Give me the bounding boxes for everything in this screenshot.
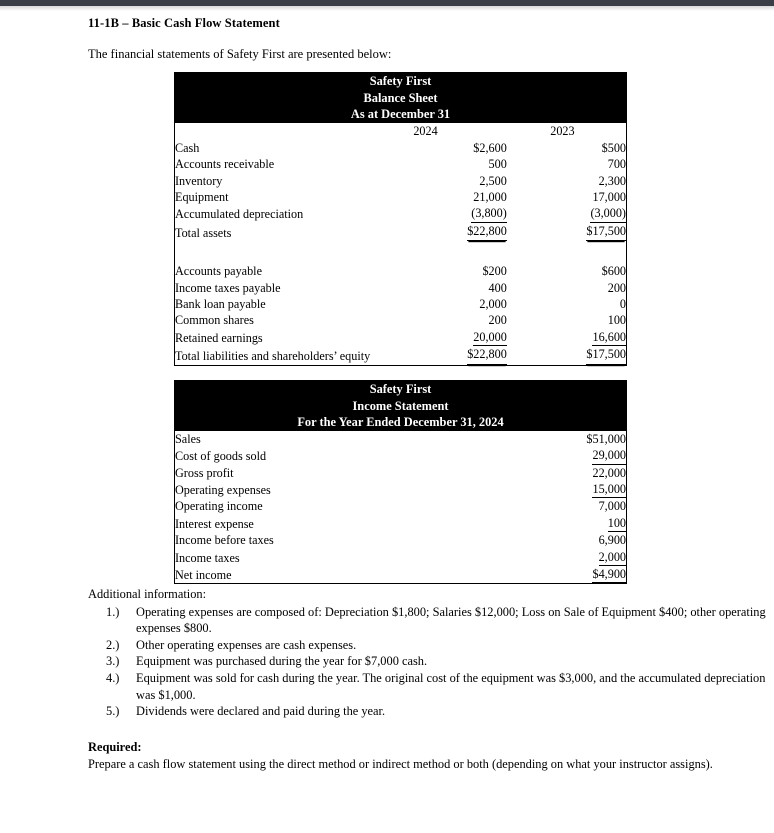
value-text: $51,000 [586, 431, 626, 446]
row-value [508, 549, 627, 566]
additional-information-list [88, 604, 774, 720]
column-header-2024: 2024 [413, 123, 438, 138]
row-value-2023 [507, 156, 627, 172]
row-value-2023 [507, 312, 627, 328]
row-value-2024 [370, 346, 507, 365]
table-row [175, 481, 627, 498]
row-value-2023 [507, 346, 627, 365]
value-text: 200 [488, 313, 507, 328]
row-value-2023 [507, 140, 627, 156]
row-label: Net income [175, 568, 232, 583]
intro-paragraph: The financial statements of Safety First are presented below: [88, 47, 392, 61]
row-label: Interest expense [175, 516, 254, 531]
column-header-2023: 2023 [550, 123, 575, 138]
row-label: Retained earnings [175, 330, 263, 345]
value-text: 6,900 [598, 533, 626, 548]
column-header-blank [175, 123, 371, 140]
table-row [175, 140, 627, 156]
row-label: Accounts payable [175, 264, 262, 279]
row-label: Income before taxes [175, 533, 274, 548]
value-text: 2,000 [599, 549, 626, 566]
row-label: Accumulated depreciation [175, 207, 304, 222]
table-row [175, 205, 627, 222]
list-item-text: Operating expenses are composed of: Depreciation $1,800; Salaries $12,000; Loss on Sale of Equipment $400; other operating expenses $800. [136, 604, 766, 636]
company-name: Safety First [369, 74, 432, 88]
table-row [175, 431, 627, 447]
list-item [88, 653, 774, 670]
value-text: (3,000) [590, 205, 626, 222]
list-item-marker: 2.) [106, 637, 120, 652]
row-label: Bank loan payable [175, 297, 266, 312]
row-label: Sales [175, 431, 201, 446]
table-row [175, 346, 627, 365]
column-header-row [175, 123, 627, 140]
value-text: 21,000 [473, 190, 507, 204]
balance-sheet-liabilities-section [175, 263, 627, 365]
value-text: 15,000 [592, 481, 626, 498]
table-row [175, 329, 627, 346]
required-text: Prepare a cash flow statement using the direct method or indirect method or both (depending on what your instructor assigns). [88, 756, 713, 771]
table-row [175, 515, 627, 532]
table-row [175, 156, 627, 172]
row-label: Income taxes [175, 550, 240, 565]
statement-period: For the Year Ended December 31, 2024 [297, 415, 504, 430]
value-text: 500 [488, 157, 507, 172]
row-value-2024 [370, 156, 507, 172]
income-statement-rows [175, 431, 627, 584]
income-statement-header-row [175, 381, 627, 431]
value-text: 100 [608, 515, 626, 532]
balance-sheet-table [174, 72, 627, 366]
row-label: Operating income [175, 499, 263, 514]
row-label: Inventory [175, 173, 223, 188]
row-value-2024 [370, 173, 507, 189]
income-statement-table [174, 380, 627, 584]
balance-sheet-assets-section [175, 140, 627, 241]
row-value [508, 431, 627, 447]
table-row [175, 549, 627, 566]
value-text: 20,000 [473, 329, 507, 346]
row-value-2024 [370, 263, 507, 279]
income-statement-header [175, 381, 627, 431]
value-text: 100 [607, 313, 626, 328]
value-text: $2,600 [473, 140, 507, 155]
list-item-text: Equipment was purchased during the year for $7,000 cash. [136, 654, 428, 669]
value-text: 0 [619, 297, 626, 312]
row-value [508, 566, 627, 584]
list-item-text: Equipment was sold for cash during the year. The original cost of the equipment was $3,000, and the accumulated depreciation was $1,000. [136, 670, 766, 702]
value-text: 2,500 [479, 173, 507, 188]
row-label: Cost of goods sold [175, 449, 267, 464]
row-value-2024 [370, 189, 507, 205]
list-item [88, 670, 774, 703]
viewer-top-shadow [0, 6, 774, 11]
value-text: 16,600 [592, 329, 626, 346]
table-row [175, 312, 627, 328]
value-text: $22,800 [467, 223, 507, 241]
row-label: Total liabilities and shareholders’ equity [175, 349, 371, 364]
row-value [508, 498, 627, 514]
list-item [88, 637, 774, 654]
value-text: $17,500 [586, 346, 626, 364]
list-item-marker: 4.) [106, 670, 120, 685]
row-value-2023 [507, 296, 627, 312]
row-value-2024 [370, 205, 507, 222]
table-row [175, 263, 627, 279]
row-label: Common shares [175, 313, 254, 328]
list-item [88, 604, 774, 637]
row-value [508, 465, 627, 481]
value-text: 200 [607, 280, 626, 295]
value-text: $600 [601, 264, 626, 279]
row-value-2023 [507, 173, 627, 189]
list-item-marker: 1.) [106, 604, 120, 619]
balance-sheet-header [175, 73, 627, 123]
value-text: $500 [601, 140, 626, 155]
list-item-text: Other operating expenses are cash expenses. [136, 637, 357, 652]
required-title: Required: [88, 740, 142, 754]
row-value-2024 [370, 312, 507, 328]
page-title: 11-1B – Basic Cash Flow Statement [88, 16, 280, 30]
statement-name: Balance Sheet [363, 90, 438, 105]
row-value-2023 [507, 223, 627, 241]
statement-period: As at December 31 [350, 107, 451, 122]
value-text: $22,800 [467, 346, 507, 364]
row-value-2023 [507, 263, 627, 279]
table-row [175, 223, 627, 241]
value-text: 2,300 [598, 173, 626, 188]
value-text: 700 [607, 157, 626, 172]
row-label: Total assets [175, 225, 232, 240]
row-label: Gross profit [175, 465, 234, 480]
list-item-marker: 5.) [106, 704, 120, 719]
list-item-marker: 3.) [106, 654, 120, 669]
value-text: 2,000 [479, 297, 507, 312]
balance-sheet-header-row [175, 73, 627, 123]
table-row [175, 532, 627, 548]
row-label: Operating expenses [175, 483, 271, 497]
row-value [508, 447, 627, 464]
table-row [175, 189, 627, 205]
value-text: 17,000 [592, 190, 626, 204]
value-text: 29,000 [592, 447, 626, 464]
row-value-2023 [507, 205, 627, 222]
table-row [175, 447, 627, 464]
table-row [175, 465, 627, 481]
row-value [508, 532, 627, 548]
value-text: 7,000 [598, 499, 626, 514]
value-text: $200 [482, 264, 507, 279]
value-text: $17,500 [586, 223, 626, 241]
list-item [88, 703, 774, 720]
row-value-2023 [507, 189, 627, 205]
value-text: $4,900 [592, 566, 626, 583]
table-row [175, 498, 627, 514]
value-text: (3,800) [471, 205, 507, 222]
row-label: Accounts receivable [175, 157, 275, 172]
row-value-2024 [370, 140, 507, 156]
additional-information-title: Additional information: [88, 587, 207, 601]
row-value [508, 515, 627, 532]
value-text: 400 [488, 280, 507, 295]
company-name: Safety First [369, 382, 432, 396]
row-value-2024 [370, 223, 507, 241]
balance-sheet-spacer [175, 241, 627, 263]
row-label: Cash [175, 140, 200, 155]
spacer-cell [175, 241, 627, 263]
row-value-2024 [370, 329, 507, 346]
additional-information-block [88, 586, 774, 720]
row-value [508, 481, 627, 498]
table-row [175, 566, 627, 584]
statement-name: Income Statement [352, 398, 449, 413]
table-row [175, 173, 627, 189]
row-label: Income taxes payable [175, 280, 281, 295]
row-value-2024 [370, 280, 507, 296]
table-row [175, 280, 627, 296]
table-row [175, 296, 627, 312]
row-value-2023 [507, 280, 627, 296]
row-value-2023 [507, 329, 627, 346]
required-block [88, 739, 724, 772]
value-text: 22,000 [592, 465, 626, 480]
list-item-text: Dividends were declared and paid during the year. [136, 704, 386, 719]
row-label: Equipment [175, 190, 229, 204]
row-value-2024 [370, 296, 507, 312]
